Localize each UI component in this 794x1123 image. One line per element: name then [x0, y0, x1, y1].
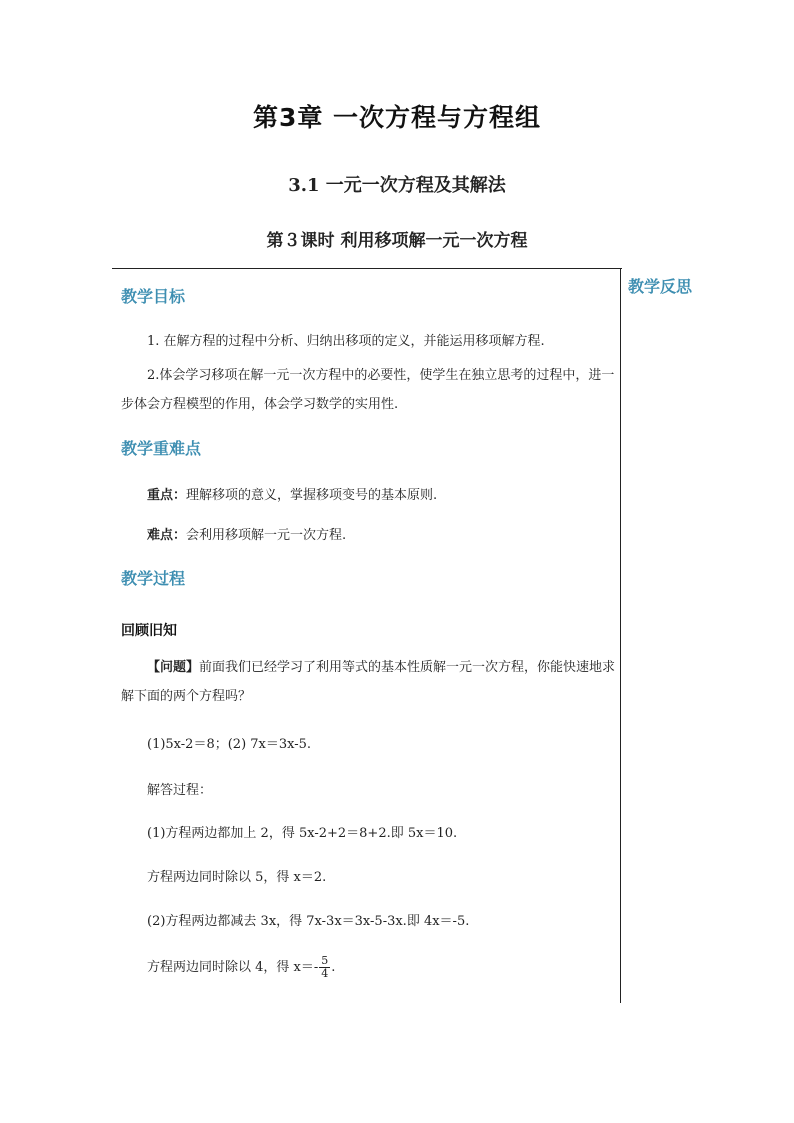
difficult-point	[147, 524, 346, 543]
difficulties-heading: 教学重难点	[121, 439, 202, 458]
objective-item-1: 1. 在解方程的过程中分析、归纳出移项的定义，并能运用移项解方程.	[147, 334, 545, 349]
section-title: 3.1 一元一次方程及其解法	[288, 175, 506, 196]
equations-line: (1)5x-2＝8；(2) 7x＝3x-5.	[147, 737, 312, 752]
lesson-title: 第３课时 利用移项解一元一次方程	[266, 231, 528, 251]
process-heading: 教学过程	[121, 569, 186, 588]
question-label: 【问题】	[147, 660, 200, 675]
answer-label: 解答过程：	[147, 783, 213, 798]
objective-item-2: 2.体会学习移项在解一元一次方程中的必要性，使学生在独立思考的过程中，进一步体会方程模型的作用，体会学习数学的实用性.	[121, 368, 615, 412]
difficult-point-label: 难点：	[147, 528, 187, 543]
difficult-point-text: 会利用移项解一元一次方程.	[186, 528, 347, 543]
objectives-heading: 教学目标	[121, 287, 186, 306]
chapter-title: 第3章 一次方程与方程组	[252, 103, 542, 132]
solution-step-3: (2)方程两边都减去 3x，得 7x-3x＝3x-5-3x.即 4x＝-5.	[147, 914, 470, 929]
column-divider	[620, 268, 621, 1003]
fraction-numerator: 5	[321, 954, 329, 967]
review-question	[121, 653, 617, 711]
fraction-denominator: 4	[321, 967, 329, 980]
solution-step-1: (1)方程两边都加上 2，得 5x-2+2＝8+2.即 5x＝10.	[147, 826, 458, 841]
step4-prefix: 方程两边同时除以 4，得 x＝-	[147, 960, 319, 975]
question-text: 前面我们已经学习了利用等式的基本性质解一元一次方程，你能快速地求解下面的两个方程吗？	[121, 660, 616, 704]
solution-step-4	[147, 955, 335, 980]
key-point	[147, 484, 437, 503]
review-heading: 回顾旧知	[121, 623, 177, 639]
solution-step-2: 方程两边同时除以 5，得 x＝2.	[147, 870, 327, 885]
key-point-text: 理解移项的意义，掌握移项变号的基本原则.	[186, 488, 438, 503]
reflection-heading: 教学反思	[628, 277, 693, 296]
key-point-label: 重点：	[147, 488, 187, 503]
step4-suffix: .	[331, 960, 336, 975]
fraction	[319, 955, 330, 980]
table-top-rule	[112, 268, 622, 269]
